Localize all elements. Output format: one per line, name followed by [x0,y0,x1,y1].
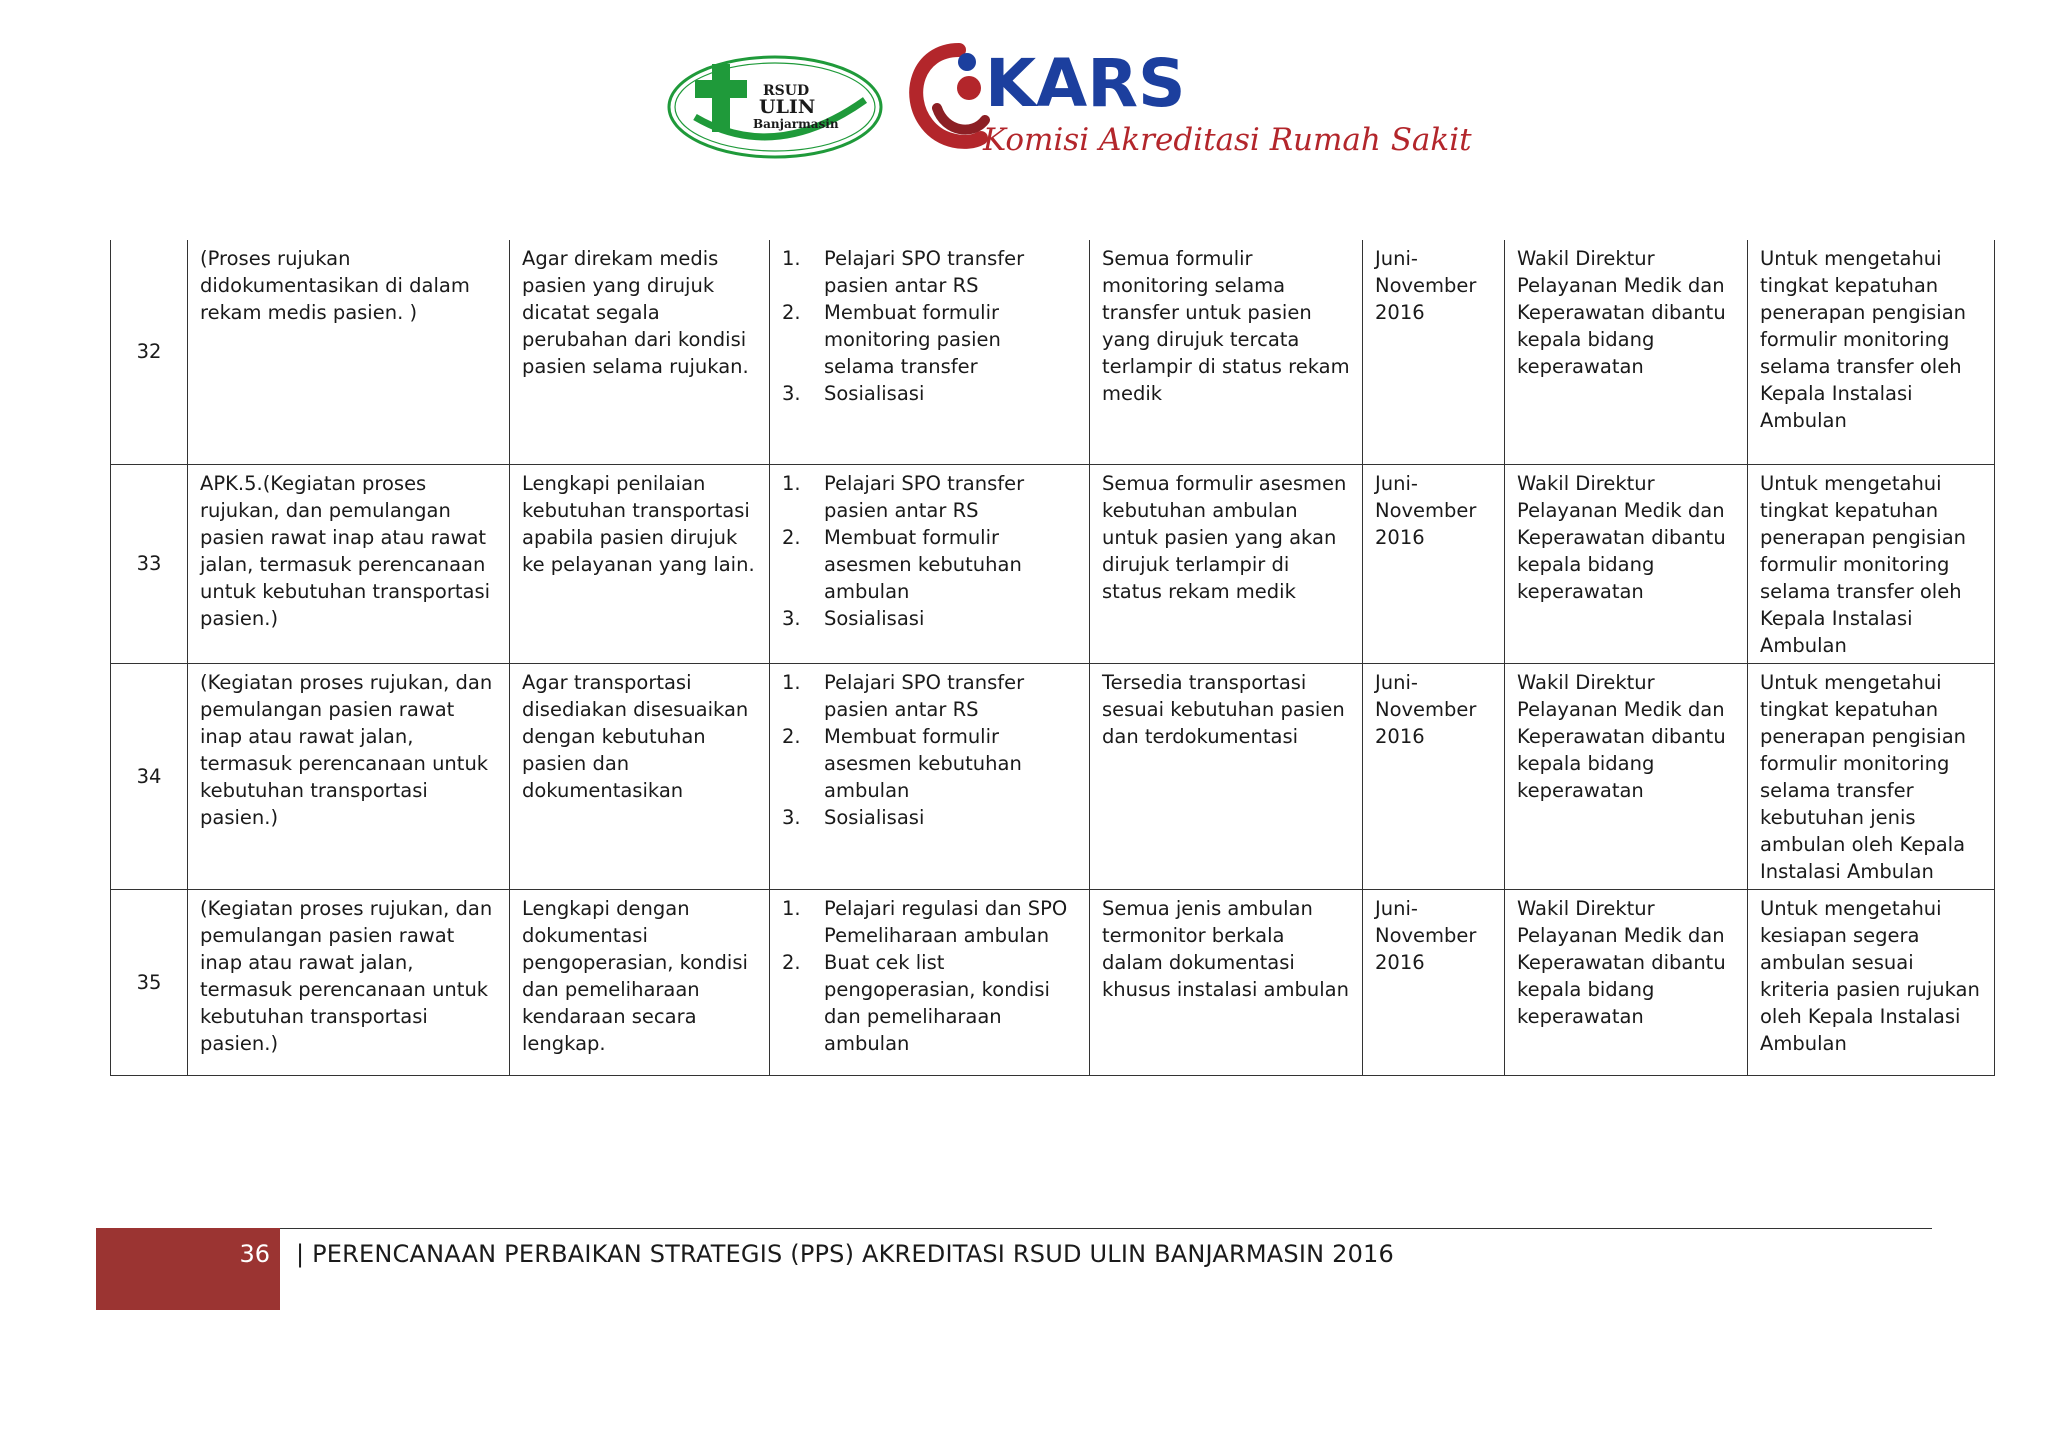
step-number: 3. [782,606,801,630]
row-number: 35 [111,889,188,1075]
kars-logo [897,38,1472,168]
standard-cell: (Proses rujukan didokumentasikan di dalam rekam medis pasien. ) [188,240,510,464]
steps-cell [770,240,1090,464]
step-text: Buat cek list pengoperasian, kondisi dan pemeliharaan ambulan [824,950,1050,1055]
row-number: 32 [111,240,188,464]
steps-list [782,470,1077,632]
step-text: Sosialisasi [824,382,925,405]
indicator-cell: Untuk mengetahui tingkat kepatuhan penerapan pengisian formulir monitoring selama transfer kebutuhan jenis ambulan oleh Kepala Instalasi Ambulan [1748,663,1995,889]
standard-cell: (Kegiatan proses rujukan, dan pemulangan pasien rawat inap atau rawat jalan, termasuk perencanaan untuk kebutuhan transportasi pasien.) [188,889,510,1075]
standard-cell: APK.5.(Kegiatan proses rujukan, dan pemulangan pasien rawat inap atau rawat jalan, termasuk perencanaan untuk kebutuhan transportasi pasien.) [188,464,510,663]
target-cell: Semua formulir monitoring selama transfer untuk pasien yang dirujuk tercata terlampir di status rekam medik [1090,240,1363,464]
steps-list [782,895,1077,1057]
time-cell: Juni-November 2016 [1363,889,1505,1075]
list-item [782,524,1077,605]
row-number: 33 [111,464,188,663]
step-text: Membuat formulir asesmen kebutuhan ambulan [824,525,1022,603]
step-number: 1. [782,896,801,920]
kars-logo-title: KARS [985,45,1186,122]
page-number: 36 [239,1240,270,1268]
list-item [782,949,1077,1057]
step-text: Pelajari SPO transfer pasien antar RS [824,247,1025,297]
table-row [111,240,1995,464]
indicator-cell: Untuk mengetahui tingkat kepatuhan penerapan pengisian formulir monitoring selama transfer oleh Kepala Instalasi Ambulan [1748,464,1995,663]
header-logos [665,38,1472,168]
table-row [111,663,1995,889]
pic-cell: Wakil Direktur Pelayanan Medik dan Keperawatan dibantu kepala bidang keperawatan [1505,240,1748,464]
goal-cell: Agar direkam medis pasien yang dirujuk dicatat segala perubahan dari kondisi pasien selama rujukan. [510,240,770,464]
steps-cell [770,663,1090,889]
step-text: Sosialisasi [824,805,925,829]
steps-list [782,245,1077,407]
step-text: Pelajari regulasi dan SPO Pemeliharaan ambulan [824,896,1068,947]
step-number: 3. [782,382,801,405]
steps-list [782,669,1077,831]
pic-cell: Wakil Direktur Pelayanan Medik dan Keperawatan dibantu kepala bidang keperawatan [1505,663,1748,889]
pic-cell: Wakil Direktur Pelayanan Medik dan Keperawatan dibantu kepala bidang keperawatan [1505,464,1748,663]
step-number: 2. [782,950,801,974]
step-number: 3. [782,805,801,829]
rsud-logo-line-2: ULIN [759,96,816,118]
list-item [782,723,1077,804]
table-row [111,889,1995,1075]
time-cell: Juni-November 2016 [1363,240,1505,464]
rsud-logo-line-1: RSUD [763,83,810,99]
goal-cell: Lengkapi penilaian kebutuhan transportasi apabila pasien dirujuk ke pelayanan yang lain. [510,464,770,663]
step-text: Membuat formulir monitoring pasien selama transfer [824,301,1001,378]
list-item [782,804,1077,831]
target-cell: Semua formulir asesmen kebutuhan ambulan untuk pasien yang akan dirujuk terlampir di status rekam medik [1090,464,1363,663]
steps-cell [770,889,1090,1075]
indicator-cell: Untuk mengetahui tingkat kepatuhan penerapan pengisian formulir monitoring selama transfer oleh Kepala Instalasi Ambulan [1748,240,1995,464]
footer-title: | PERENCANAAN PERBAIKAN STRATEGIS (PPS) AKREDITASI RSUD ULIN BANJARMASIN 2016 [296,1240,1394,1268]
step-text: Pelajari SPO transfer pasien antar RS [824,670,1025,721]
footer-divider [280,1228,1932,1229]
table-row [111,464,1995,663]
kars-logo-subtitle: Komisi Akreditasi Rumah Sakit [983,122,1472,158]
step-text: Membuat formulir asesmen kebutuhan ambulan [824,724,1022,802]
indicator-cell: Untuk mengetahui kesiapan segera ambulan sesuai kriteria pasien rujukan oleh Kepala Instalasi Ambulan [1748,889,1995,1075]
step-number: 2. [782,301,801,324]
kars-emblem-icon [916,50,985,142]
standard-cell: (Kegiatan proses rujukan, dan pemulangan pasien rawat inap atau rawat jalan, termasuk perencanaan untuk kebutuhan transportasi pasien.) [188,663,510,889]
list-item [782,380,1077,407]
goal-cell: Lengkapi dengan dokumentasi pengoperasian, kondisi dan pemeliharaan kendaraan secara lengkap. [510,889,770,1075]
action-plan-table [110,240,1995,1076]
goal-cell: Agar transportasi disediakan disesuaikan dengan kebutuhan pasien dan dokumentasikan [510,663,770,889]
steps-cell [770,464,1090,663]
list-item [782,895,1077,949]
step-number: 1. [782,247,801,270]
list-item [782,669,1077,723]
step-number: 2. [782,724,801,748]
rsud-ulin-logo [665,52,885,162]
list-item [782,470,1077,524]
time-cell: Juni-November 2016 [1363,663,1505,889]
list-item [782,299,1077,380]
target-cell: Semua jenis ambulan termonitor berkala dalam dokumentasi khusus instalasi ambulan [1090,889,1363,1075]
list-item [782,245,1077,299]
pic-cell: Wakil Direktur Pelayanan Medik dan Keperawatan dibantu kepala bidang keperawatan [1505,889,1748,1075]
row-number: 34 [111,663,188,889]
list-item [782,605,1077,632]
step-text: Sosialisasi [824,606,925,630]
target-cell: Tersedia transportasi sesuai kebutuhan pasien dan terdokumentasi [1090,663,1363,889]
step-number: 1. [782,670,801,694]
step-number: 2. [782,525,801,549]
rsud-logo-line-3: Banjarmasin [753,117,839,131]
step-text: Pelajari SPO transfer pasien antar RS [824,471,1025,522]
step-number: 1. [782,471,801,495]
time-cell: Juni-November 2016 [1363,464,1505,663]
